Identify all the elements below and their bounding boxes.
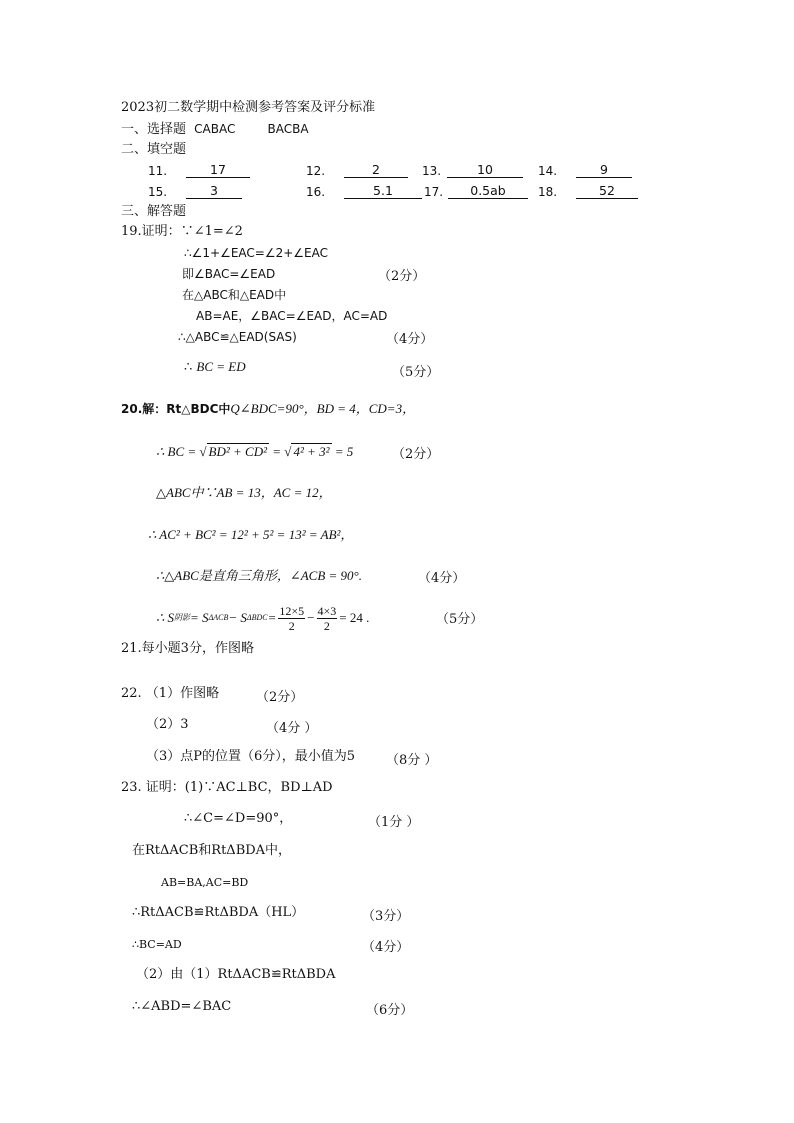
q23-line-7: （2）由（1）RtΔACB≌RtΔBDA <box>136 967 336 982</box>
q20-radicand-2: 4² + 3² <box>293 444 330 459</box>
q23-line-3: 在RtΔACB和RtΔBDA中， <box>132 843 292 858</box>
q23-line-1: 23. 证明：(1)∵AC⊥BC，BD⊥AD <box>121 780 333 795</box>
q20-score-2: （2分） <box>392 447 440 462</box>
section-1-choice <box>121 121 309 138</box>
blank-13-answer: 10 <box>447 162 523 178</box>
q22-line-2: （2）3 <box>146 717 189 732</box>
q20-line-2 <box>156 444 353 460</box>
q21-line: 21.每小题3分，作图略 <box>121 641 254 656</box>
q20-eq-2: = <box>267 610 277 625</box>
q20-equals: = <box>269 444 285 459</box>
blank-16-answer: 5.1 <box>344 183 422 199</box>
q23-score-3: （3分） <box>362 909 410 924</box>
blank-17-number: 17. <box>424 185 444 199</box>
section-2-heading: 二、填空题 <box>121 142 187 157</box>
q19-score-4: （4分） <box>386 332 434 347</box>
q23-line-5: ∴RtΔACB≌RtΔBDA（HL） <box>132 905 305 920</box>
q23-score-4: （4分） <box>362 940 410 955</box>
q22-score-2: （2分） <box>256 690 304 705</box>
blank-15-number: 15. <box>148 185 168 199</box>
blank-16-number: 16. <box>306 185 326 199</box>
sqrt-icon: √ <box>284 444 292 459</box>
q20-fraction-1 <box>278 604 305 633</box>
blank-15-answer: 3 <box>186 183 242 199</box>
blank-11-answer: 17 <box>186 162 250 178</box>
q20-area-lhs: ∴ S <box>156 610 175 625</box>
q20-bc-result: = 5 <box>331 444 354 459</box>
q19-score-2: （2分） <box>378 269 426 284</box>
blank-18-number: 18. <box>538 185 558 199</box>
q20-line-5: ∴△ABC是直角三角形，∠ACB = 90°. <box>156 568 362 583</box>
q20-fraction-2 <box>317 604 338 633</box>
q23-line-4: AB=BA,AC=BD <box>161 876 249 889</box>
q20-bc-lhs: ∴ BC = <box>156 444 200 459</box>
q20-given: Q∠BDC=90°，BD = 4，CD=3， <box>230 401 416 416</box>
q19-line-5: AB=AE，∠BAC=∠EAD，AC=AD <box>196 309 388 323</box>
minus-sign: − <box>307 610 315 625</box>
q19-line-7 <box>184 359 246 376</box>
q22-line-3: （3）点P的位置（6分），最小值为5 <box>146 749 356 764</box>
q22-score-4: （4分 ） <box>266 721 318 736</box>
q23-score-6: （6分） <box>366 1003 414 1018</box>
blank-13-number: 13. <box>422 164 442 178</box>
q19-line-6: ∴△ABC≌△EAD(SAS) <box>178 330 297 344</box>
q19-given: ∵∠1=∠2 <box>180 224 243 239</box>
q20-radicand-1: BD² + CD² <box>208 444 268 459</box>
blank-14-number: 14. <box>538 164 558 178</box>
q19-line-3: 即∠BAC=∠EAD <box>182 267 276 281</box>
blank-12-answer: 2 <box>344 162 408 178</box>
q22-score-8: （8分 ） <box>386 753 438 768</box>
q19-therefore-symbol: ∴ <box>184 360 193 375</box>
section-3-heading: 三、解答题 <box>121 204 187 219</box>
q20-line-4: ∴ AC² + BC² = 12² + 5² = 13² = AB²， <box>148 527 354 542</box>
q23-score-1: （1分 ） <box>368 815 420 830</box>
q20-sub-acb: ΔACB <box>208 613 229 622</box>
sqrt-icon: √ <box>199 444 207 459</box>
q23-line-2: ∴∠C=∠D=90°， <box>184 811 293 826</box>
q20-eq-1: = S <box>190 610 209 625</box>
q23-line-8: ∴∠ABD=∠BAC <box>132 999 232 1014</box>
q20-area-result: = 24 . <box>339 610 370 625</box>
q20-score-4: （4分） <box>418 571 466 586</box>
section-1-heading: 一、选择题 <box>121 122 187 137</box>
q20-fraction-2-denominator: 2 <box>323 618 330 633</box>
blank-18-answer: 52 <box>576 183 638 199</box>
blank-14-answer: 9 <box>576 162 632 178</box>
q20-fraction-1-denominator: 2 <box>288 618 295 633</box>
q19-conclusion: BC = ED <box>196 359 246 374</box>
choice-answers-1: CABAC <box>194 122 236 136</box>
blank-11-number: 11. <box>148 164 168 178</box>
q19-line-1 <box>121 224 243 240</box>
q20-line-6 <box>156 601 369 635</box>
q23-line-6: ∴BC=AD <box>132 938 182 951</box>
q19-score-5: （5分） <box>392 365 440 380</box>
q20-fraction-2-numerator: 4×3 <box>317 603 337 618</box>
q20-fraction-1-numerator: 12×5 <box>279 603 305 618</box>
q20-sub-bdc: ΔBDC <box>246 613 268 622</box>
q22-line-1: 22. （1）作图略 <box>121 686 220 701</box>
choice-answers-2: BACBA <box>267 122 309 136</box>
blank-17-answer: 0.5ab <box>448 183 528 199</box>
blank-12-number: 12. <box>306 164 326 178</box>
q19-label: 19.证明： <box>121 224 181 239</box>
page-title: 2023初二数学期中检测参考答案及评分标准 <box>121 100 376 115</box>
q20-line-3: △ABC中∵AB = 13，AC = 12， <box>156 485 332 500</box>
q20-minus: − S <box>228 610 247 625</box>
q19-line-2: ∴∠1+∠EAC=∠2+∠EAC <box>184 246 329 260</box>
q20-line-1 <box>121 401 415 418</box>
q20-sub-shaded: 阴影 <box>174 613 191 622</box>
q20-score-5: （5分） <box>436 612 484 627</box>
q20-label: 20.解：Rt△BDC中 <box>121 402 231 416</box>
q19-line-4: 在△ABC和△EAD中 <box>182 288 287 302</box>
